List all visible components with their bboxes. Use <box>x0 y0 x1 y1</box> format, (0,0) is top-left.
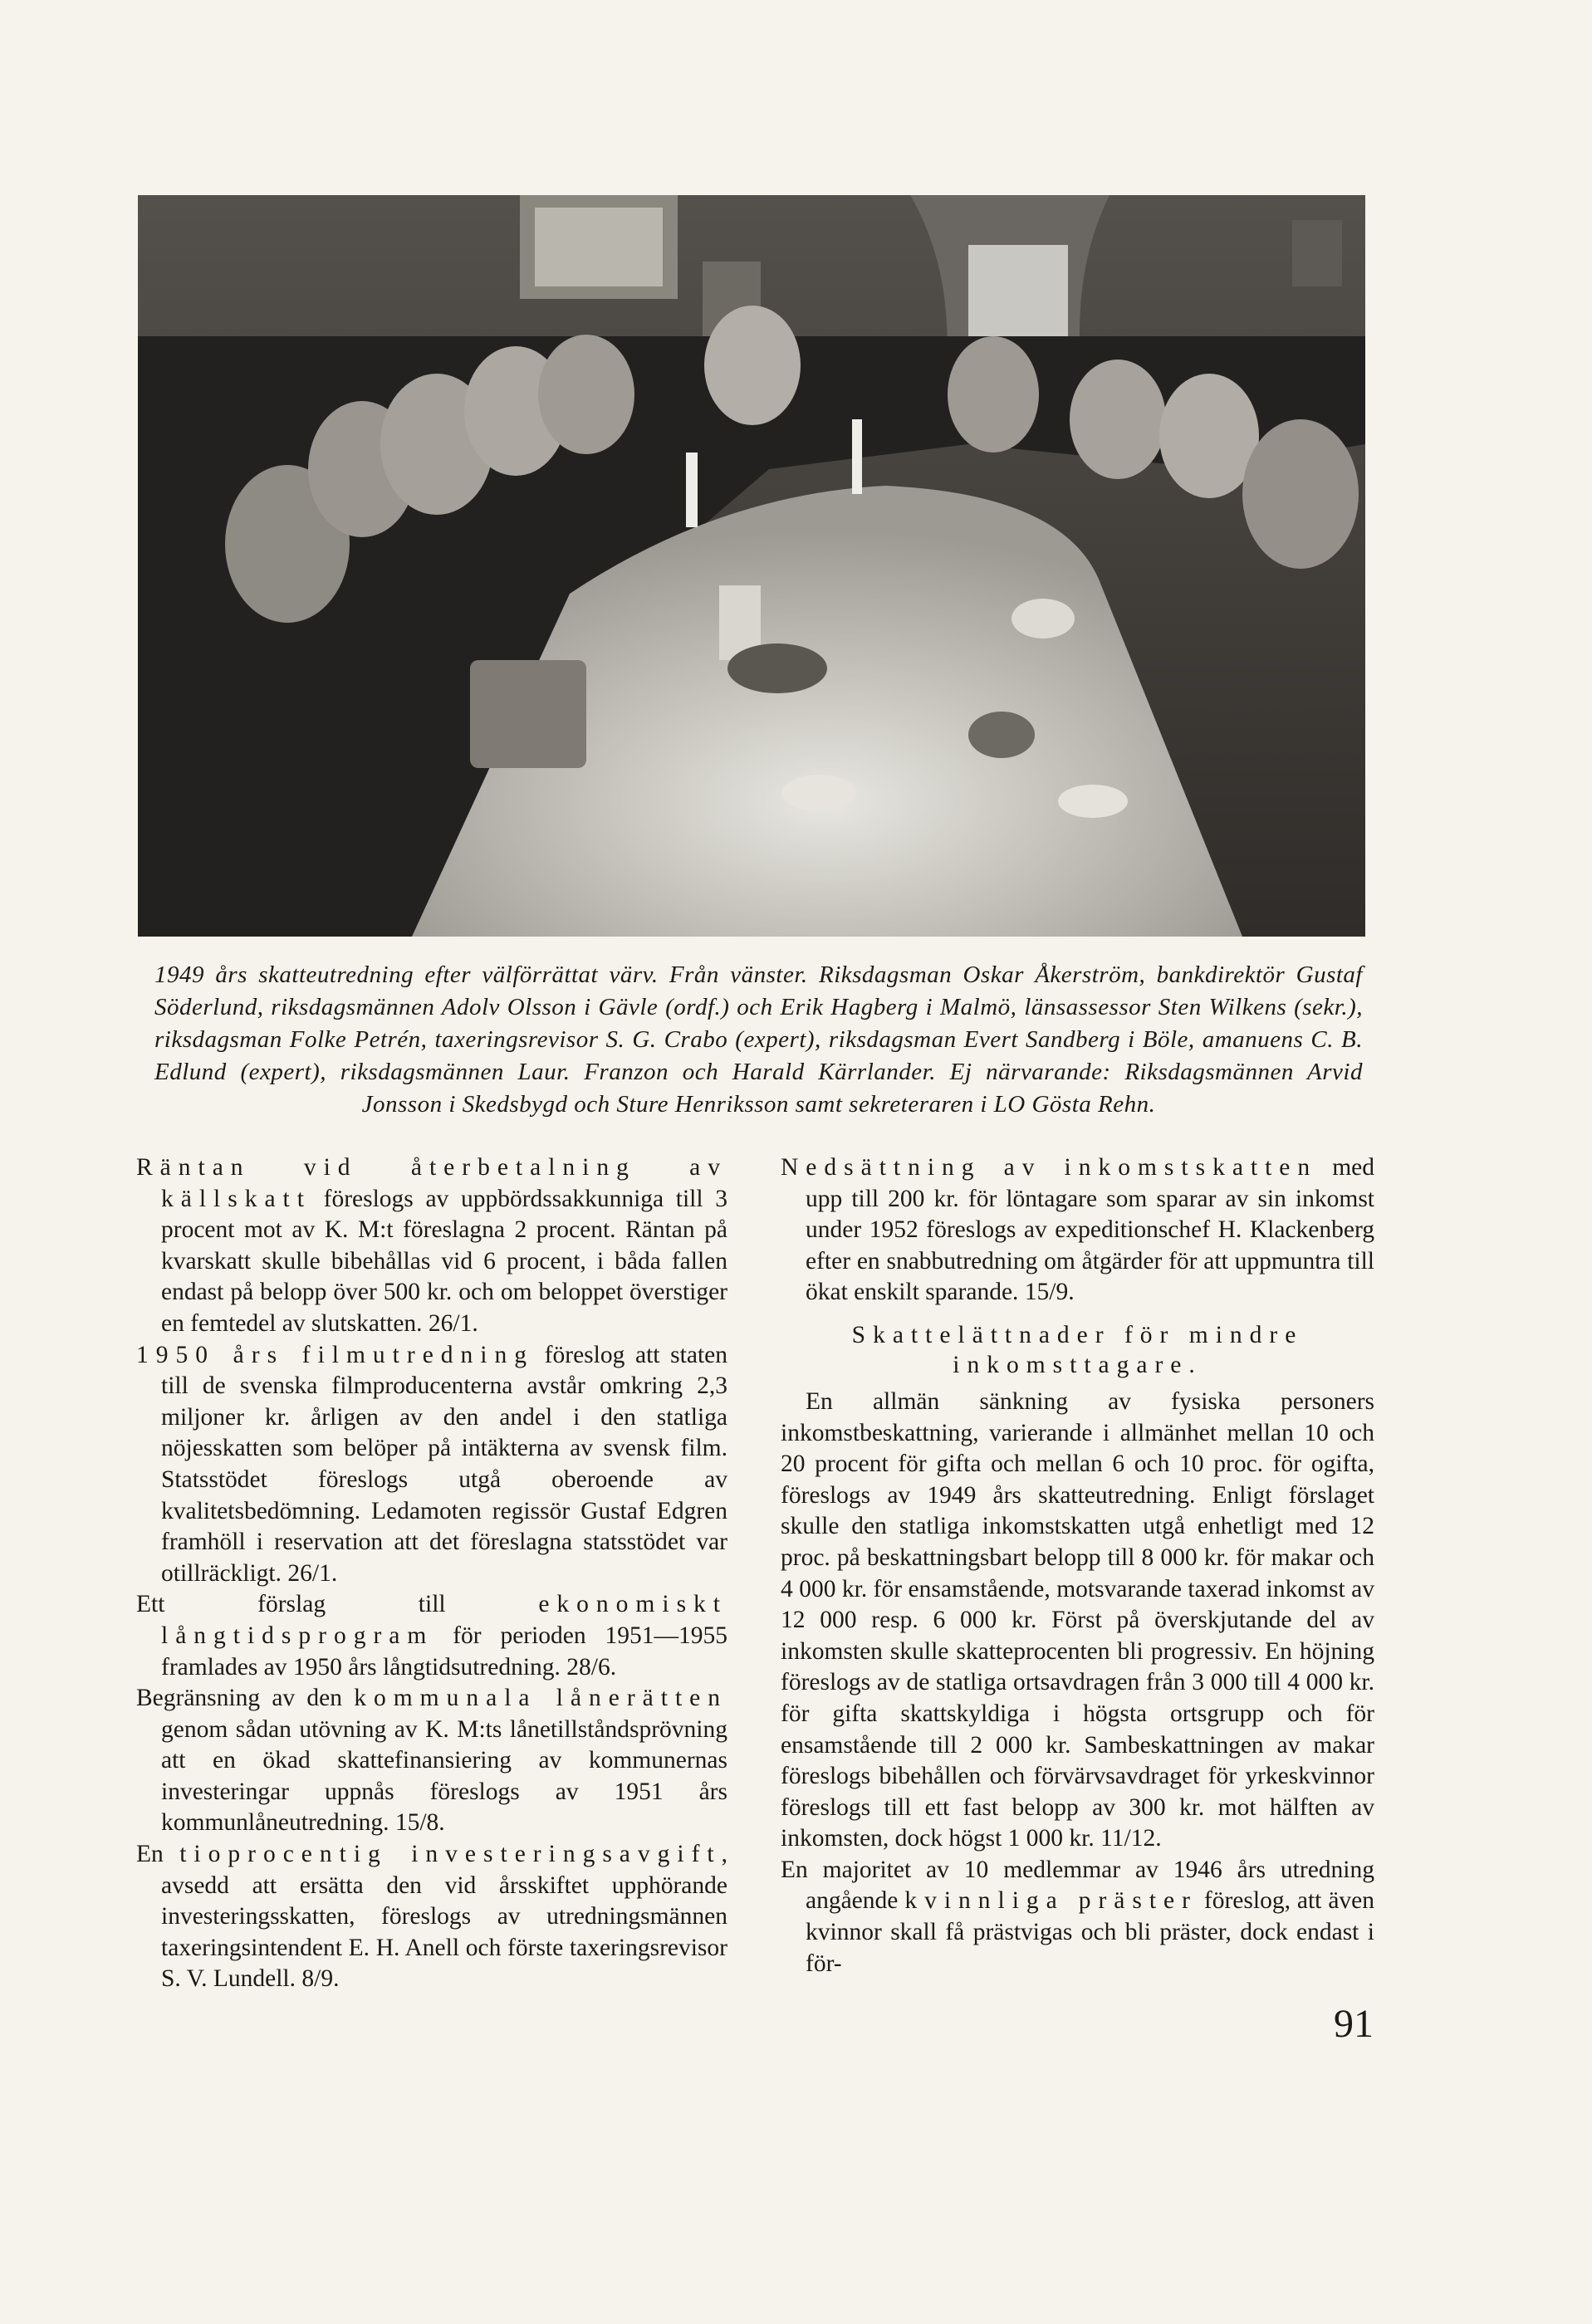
section-heading: Skattelättnader för mindre inkomsttagare. <box>851 1321 1304 1378</box>
entry-text-lead: En majoritet av 10 medlemmar av 1946 års utredning angående <box>781 1856 1374 1915</box>
entry-text-lead: Ett förslag till <box>136 1591 539 1618</box>
entry-investeringsavgift <box>136 1839 727 1995</box>
entry-inkomstskatt <box>781 1152 1374 1309</box>
paragraph-skattelattnader: En allmän sänkning av fysiska personers inkomstbeskattning, varierande i allmänhet mellan 10 och 20 procent för gifta och mellan 6 och 10 proc. för ogifta, föreslogs av 1949 års skatteutredning. Enligt förslaget skulle den statliga inkomstskatten utgå enhetligt med 12 proc. på beskattningsbart belopp till 8 000 kr. för makar och 4 000 kr. för ensamstående, motsvarande taxerad inkomst av 12 000 resp. 6 000 kr. Först på överskjutande del av inkomsten skulle skatteprocenten bli progressiv. En höjning föreslogs av de statliga ortsavdragen från 3 000 till 4 000 kr. för gifta skattskyldiga i högsta ortsgrupp och för ensamstående till 2 000 kr. Sambeskattningen av makar föreslogs bibehållen och förvärvsavdraget för yrkeskvinnor föreslogs till ett fast belopp av 300 kr. mot hälften av inkomsten, dock högst 1 000 kr. 11/12. <box>781 1387 1374 1852</box>
right-column <box>781 1152 1374 1979</box>
entry-text: föreslogs av uppbördssakkunniga till 3 procent mot av K. M:t föreslagna 2 procent. Räntan på kvarskatt skulle bibehållas vid 6 procent, i båda fallen endast på belopp över 500 kr. och om beloppet överstiger en femtedel av slutskatten. 26/1. <box>161 1185 727 1337</box>
left-column <box>136 1152 727 1995</box>
entry-kvinnliga-praster <box>781 1855 1374 1979</box>
spaced-heading: kvinnliga präster <box>904 1887 1198 1915</box>
entry-lanerätten <box>136 1683 727 1839</box>
entry-langtidsprogram <box>136 1589 727 1683</box>
group-photograph <box>138 195 1365 937</box>
entry-text: föreslog, att även kvinnor skall få prästvigas och bli präster, dock endast i för- <box>806 1887 1375 1977</box>
spaced-heading: 1950 års filmutredning <box>136 1341 534 1368</box>
page-number: 91 <box>1334 2002 1374 2046</box>
spaced-heading: ekonomiskt långtidsprogram <box>161 1591 727 1649</box>
spaced-heading: Räntan vid återbetalning av källskatt <box>136 1154 727 1212</box>
entry-text-lead: En <box>136 1841 180 1868</box>
spaced-heading: kommunala lånerätten <box>354 1685 727 1712</box>
entry-kallskatt <box>136 1152 727 1340</box>
entry-text: föreslog att staten till de svenska filmproducenterna avstår omkring 2,3 miljoner kr. årligen av den andel i den statliga nöjesskatten som belöper på intäkterna av svensk film. Statsstödet föreslogs utgå oberoende av kvalitetsbedömning. Ledamoten regissör Gustaf Edgren framhöll i reservation att det föreslagna statsstödet var otillräckligt. 26/1. <box>161 1341 727 1587</box>
entry-text-lead: Begränsning av den <box>136 1685 355 1712</box>
entry-text: med upp till 200 kr. för löntagare som sparar av sin inkomst under 1952 föreslogs av expeditionschef H. Klackenberg efter en snabbutredning om åtgärder för att uppmuntra till ökat enskilt sparande. 15/9. <box>806 1154 1375 1306</box>
entry-text: för perioden 1951—1955 framlades av 1950 års långtidsutredning. 28/6. <box>161 1622 727 1681</box>
entry-text: , avsedd att ersätta den vid årsskiftet upphörande investeringsskatten, föreslogs av utredningsmännen taxeringsintendent E. H. Anell och förste taxeringsrevisor S. V. Lundell. 8/9. <box>161 1841 727 1993</box>
entry-text: genom sådan utövning av K. M:ts lånetillståndsprövning att en ökad skattefinansiering av kommunernas investeringar uppnås föreslogs av 1951 års kommunlåneutredning. 15/8. <box>161 1715 727 1837</box>
entry-filmutredning <box>136 1340 727 1590</box>
photo-caption: 1949 års skatteutredning efter välförrättat värv. Från vänster. Riksdagsman Oskar Åkerström, bankdirektör Gustaf Söderlund, riksdagsmännen Adolv Olsson i Gävle (ordf.) och Erik Hagberg i Malmö, länsassessor Sten Wilkens (sekr.), riksdagsman Folke Petrén, taxeringsrevisor S. G. Crabo (expert), riksdagsman Evert Sandberg i Böle, amanuens C. B. Edlund (expert), riksdagsmännen Laur. Franzon och Harald Kärrlander. Ej närvarande: Riksdagsmännen Arvid Jonsson i Skedsbygd och Sture Henriksson samt sekreteraren i LO Gösta Rehn. <box>154 961 1363 1118</box>
spaced-heading: Nedsättning av inkomstskatten <box>781 1154 1318 1181</box>
spaced-heading: tioprocentig investeringsavgift <box>179 1841 722 1868</box>
photograph-illustration <box>138 195 1365 937</box>
